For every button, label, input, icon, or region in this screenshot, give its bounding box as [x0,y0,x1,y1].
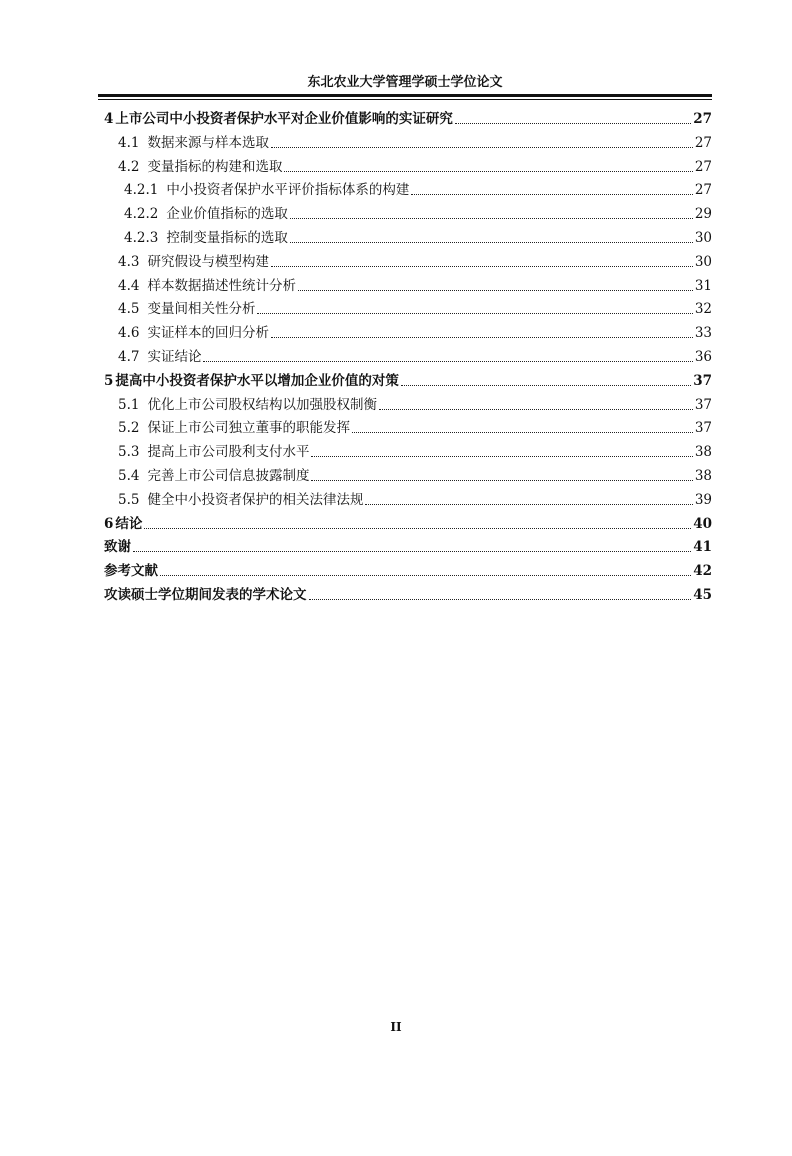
toc-entry-page: 38 [694,468,712,484]
toc-entry-page: 29 [694,206,712,223]
toc-entry-title: 变量指标的构建和选取 [147,158,283,175]
toc-entry-title: 健全中小投资者保护的相关法律法规 [147,491,364,508]
dot-leader [290,218,693,219]
toc-entry[interactable] [118,322,712,344]
toc-entry-page: 31 [694,277,712,294]
dot-leader [352,432,693,433]
toc-entry-title: 中小投资者保护水平评价指标体系的构建 [166,182,410,199]
dot-leader [379,409,693,410]
toc-entry-title: 实证样本的回归分析 [147,325,269,342]
dot-leader [160,575,691,576]
toc-entry-page: 45 [693,587,712,603]
dot-leader [284,171,692,172]
toc-entry-number: 5.5 [118,491,140,508]
dot-leader [271,147,693,148]
toc-entry-page: 33 [694,325,712,342]
toc-entry-page: 36 [694,349,712,365]
toc-entry[interactable] [118,132,712,154]
toc-entry[interactable] [124,227,712,249]
toc-entry-number: 4.5 [118,301,140,318]
toc-entry-number: 4.2 [118,158,140,175]
toc-entry-number: 5.1 [118,396,140,413]
toc-entry-title: 致谢 [104,539,131,556]
toc-entry-page: 32 [694,301,712,318]
toc-entry-number: 5.2 [118,420,140,437]
toc-entry-title: 数据来源与样本选取 [147,134,269,151]
toc-entry-page: 37 [694,396,712,413]
toc-entry-title: 优化上市公司股权结构以加强股权制衡 [147,396,377,413]
toc-entry-number: 5.4 [118,468,140,484]
dot-leader [271,337,693,338]
toc-entry-number: 6 [104,515,114,532]
toc-entry-title: 参考文献 [104,563,158,580]
toc-entry-title: 样本数据描述性统计分析 [147,277,296,294]
toc-entry-page: 39 [694,491,712,508]
toc-entry[interactable] [104,513,712,535]
toc-entry[interactable] [124,179,712,201]
toc-entry-title: 企业价值指标的选取 [166,206,288,223]
toc-entry-page: 27 [693,111,712,127]
toc-entry-title: 完善上市公司信息披露制度 [147,468,310,484]
page-number: II [390,1020,402,1034]
toc-entry[interactable] [118,441,712,463]
toc-entry-number: 4.2.2 [124,206,159,223]
toc-entry[interactable] [124,203,712,225]
toc-entry-page: 40 [693,515,712,532]
dot-leader [257,313,692,314]
dot-leader [271,266,693,267]
toc-entry-number: 4.3 [118,253,140,270]
toc-entry[interactable] [118,465,712,487]
toc-entry-title: 提高上市公司股利支付水平 [147,444,310,461]
toc-entry-title: 攻读硕士学位期间发表的学术论文 [104,587,307,603]
toc-entry-page: 38 [694,444,712,461]
toc-entry-page: 30 [694,253,712,270]
running-header: 东北农业大学管理学硕士学位论文 [307,75,503,90]
toc-entry[interactable] [104,536,712,558]
dot-leader [311,456,692,457]
toc-entry[interactable] [118,275,712,297]
dot-leader [203,361,692,362]
dot-leader [133,551,691,552]
toc-entry-number: 4.7 [118,349,140,365]
toc-entry-page: 37 [694,420,712,437]
header-rule-thick [98,94,712,97]
toc-entry-title: 研究假设与模型构建 [147,253,269,270]
toc-entry-title: 控制变量指标的选取 [166,230,288,246]
toc-entry[interactable] [104,560,712,582]
toc-entry-page: 27 [694,158,712,175]
toc-entry[interactable] [118,156,712,178]
toc-entry[interactable] [104,108,712,130]
toc-entry-number: 4.2.1 [124,182,159,199]
toc-entry[interactable] [118,394,712,416]
dot-leader [290,242,693,243]
toc-entry[interactable] [118,251,712,273]
toc-entry[interactable] [118,417,712,439]
toc-entry-page: 27 [694,134,712,151]
toc-entry-title: 实证结论 [147,349,202,365]
toc-entry-number: 4.4 [118,277,140,294]
toc-entry-page: 30 [694,230,712,246]
toc-entry-title: 结论 [115,515,143,532]
dot-leader [455,123,691,124]
toc-entry-page: 37 [693,372,712,389]
dot-leader [411,194,692,195]
toc-entry-number: 5 [104,372,114,389]
toc-entry-number: 4.2.3 [124,230,159,246]
toc-entry-page: 27 [694,182,712,199]
toc-entry-title: 保证上市公司独立董事的职能发挥 [147,420,350,437]
dot-leader [365,504,692,505]
toc-entry[interactable] [118,489,712,511]
toc-entry[interactable] [118,298,712,320]
toc-entry-number: 4 [104,111,114,127]
toc-entry-title: 变量间相关性分析 [147,301,256,318]
dot-leader [144,528,691,529]
toc-entry-number: 5.3 [118,444,140,461]
toc-entry[interactable] [104,370,712,392]
dot-leader [401,385,691,386]
toc-entry-number: 4.1 [118,134,140,151]
toc-entry[interactable] [118,346,712,368]
dot-leader [309,599,692,600]
toc-entry-page: 42 [693,563,712,580]
toc-entry-title: 上市公司中小投资者保护水平对企业价值影响的实证研究 [115,111,453,127]
dot-leader [298,290,693,291]
toc-entry-number: 4.6 [118,325,140,342]
dot-leader [311,480,692,481]
header-rule-thin [98,99,712,100]
toc-entry-title: 提高中小投资者保护水平以增加企业价值的对策 [115,372,399,389]
toc-entry-page: 41 [693,539,712,556]
toc-entry[interactable] [104,584,712,606]
